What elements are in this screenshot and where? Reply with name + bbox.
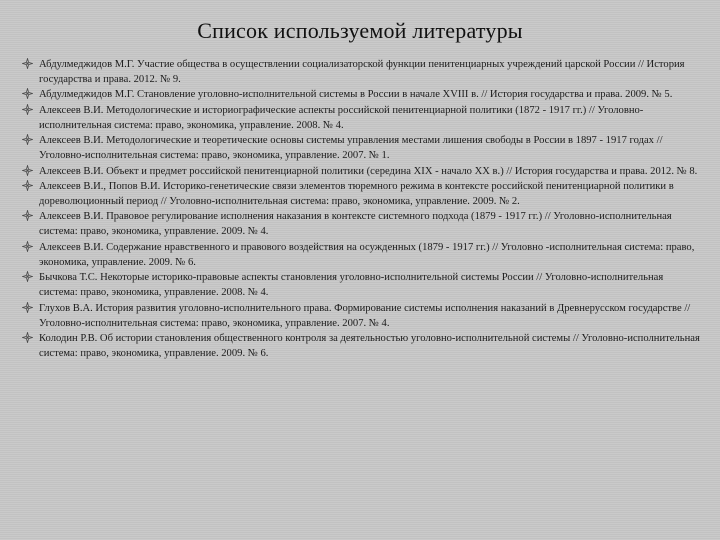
bullet-icon: [22, 332, 33, 343]
bullet-icon: [22, 134, 33, 145]
list-item: [22, 270, 700, 300]
list-item: [22, 87, 700, 102]
bullet-icon: [22, 241, 33, 252]
list-item: [22, 240, 700, 270]
list-item: [22, 209, 700, 239]
list-item: [22, 103, 700, 133]
bullet-icon: [22, 180, 33, 191]
list-item: [22, 179, 700, 209]
list-item-text: Абдулмеджидов М.Г. Участие общества в осуществлении социализаторской функции пенитенциарных учреждений царской России // История государства и права. 2012. № 9.: [39, 59, 685, 85]
bullet-icon: [22, 210, 33, 221]
list-item-text: Глухов В.А. История развития уголовно-исполнительного права. Формирование системы исполнения наказаний в Древнерусском государстве // Уголовно-исполнительная система: право, экономика, управление. 2007. № 4.: [39, 302, 691, 329]
bullet-icon: [22, 58, 33, 69]
bibliography-list: [22, 57, 700, 361]
list-item-text: Алексеев В.И. Правовое регулирование исполнения наказания в контексте системного подхода (1879 - 1917 гг.) // Уголовно-исполнительная система: право, экономика, управление. 2009. № 4.: [39, 211, 672, 238]
list-item-text: Алексеев В.И. Методологические и теоретические основы системы управления местами лишения свободы в России в 1897 - 1917 годах // Уголовно-исполнительная система: право, экономика, управление. 2007. № 1.: [39, 135, 663, 162]
list-item-text: Алексеев В.И. Объект и предмет российской пенитенциарной политики (середина XIX - начало XX в.) // История государства и права. 2012. № 8.: [39, 165, 698, 177]
list-item-text: Колодин Р.В. Об истории становления общественного контроля за деятельностью уголовно-исполнительной системы // Уголовно-исполнительная система: право, экономика, управление. 2009. № 6.: [39, 332, 700, 359]
bullet-icon: [22, 165, 33, 176]
list-item: [22, 331, 700, 361]
list-item-text: Алексеев В.И. Методологические и историографические аспекты российской пенитенциарной политики (1872 - 1917 гг.) // Уголовно-исполнительная система: право, экономика, управление. 2008. № 4.: [39, 104, 644, 131]
bullet-icon: [22, 302, 33, 313]
list-item: [22, 164, 700, 179]
list-item-text: Бычкова Т.С. Некоторые историко-правовые аспекты становления уголовно-исполнительной системы России // Уголовно-исполнительная система: право, экономика, управление. 2008. № 4.: [39, 272, 664, 299]
list-item: [22, 133, 700, 163]
bullet-icon: [22, 104, 33, 115]
list-item-text: Алексеев В.И. Содержание нравственного и правового воздействия на осужденных (1879 - 1917 гг.) // Уголовно -исполнительная система: право, экономика, управление. 2009. № 6.: [39, 241, 695, 268]
list-item: [22, 301, 700, 331]
list-item-text: Абдулмеджидов М.Г. Становление уголовно-исполнительной системы в России в начале XVIII в. // История государства и права. 2009. № 5.: [39, 89, 673, 101]
bullet-icon: [22, 271, 33, 282]
page-title: Список используемой литературы: [197, 18, 523, 43]
bullet-icon: [22, 88, 33, 99]
list-item: [22, 57, 700, 87]
list-item-text: Алексеев В.И., Попов В.И. Историко-генетические связи элементов тюремного режима в контексте российской пенитенциарной политики в дореволюционный период // Уголовно-исполнительная система: право, экономика, управление. 2009. № 2.: [39, 180, 674, 207]
